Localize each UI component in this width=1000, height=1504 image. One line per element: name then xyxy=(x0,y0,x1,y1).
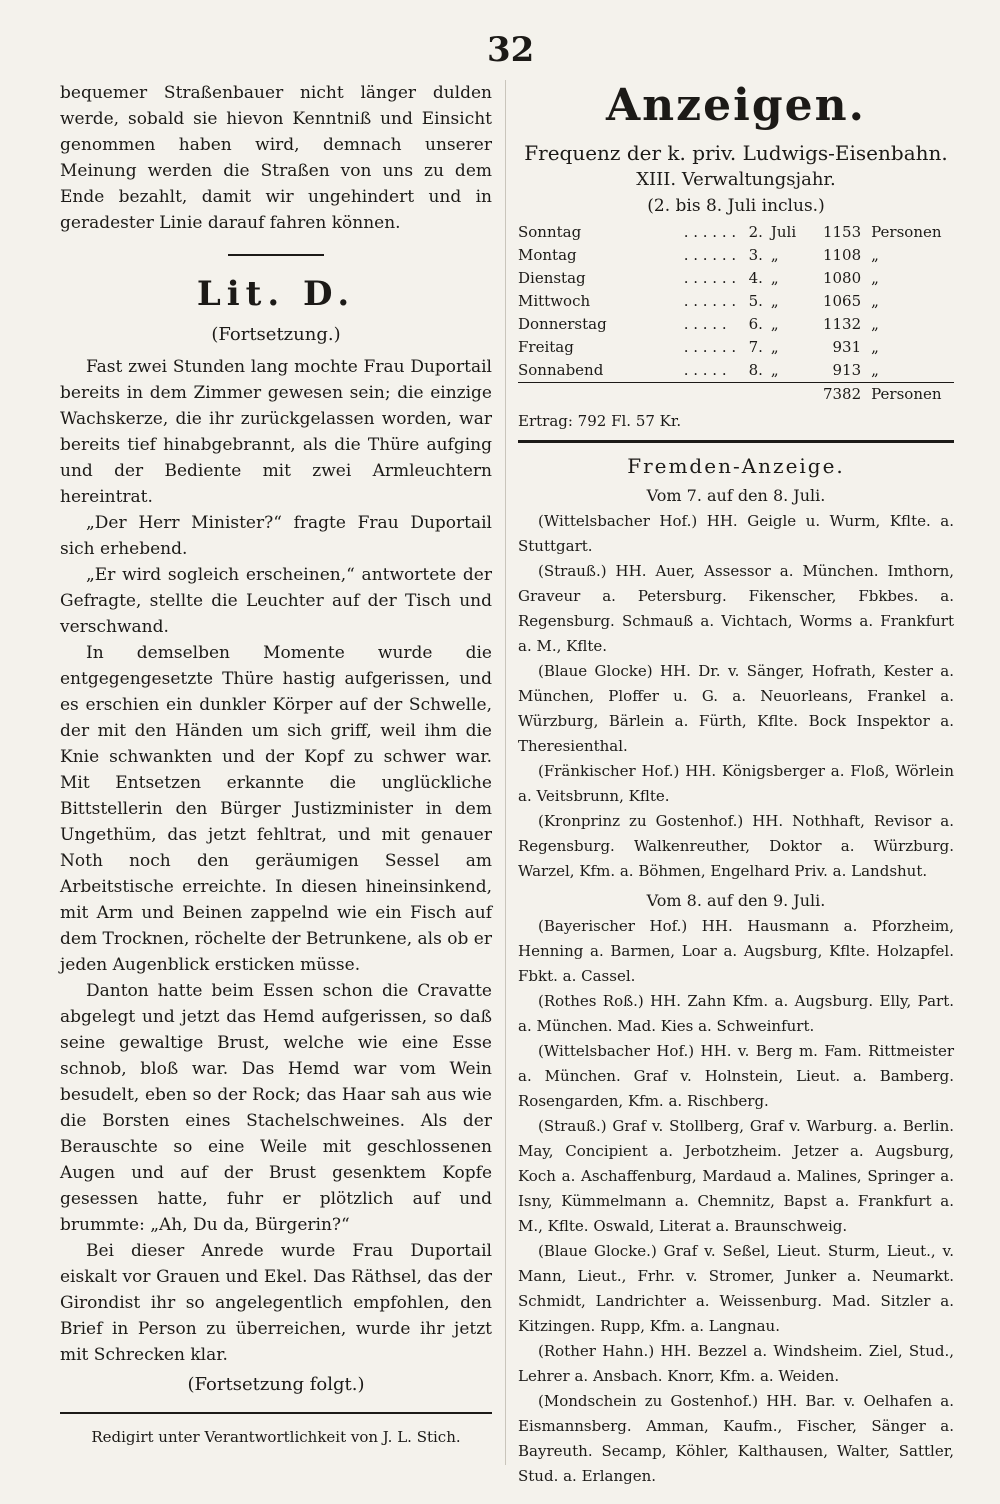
fremden-title: Fremden-Anzeige. xyxy=(627,454,845,478)
dots-cell: . . . . . . xyxy=(683,292,737,310)
unit-cell: Personen xyxy=(871,223,942,241)
day-cell: Mittwoch xyxy=(518,292,591,310)
table-row xyxy=(518,290,954,313)
day-cell: Donnerstag xyxy=(518,315,607,333)
table-row xyxy=(518,313,954,336)
opening-paragraph: bequemer Straßenbauer nicht länger dulden werde, sobald sie hievon Kenntniß und Einsicht genommen haben wird, demnach unserer Meinung werden die Straßen von uns zu dem Ende bezahlt, damit wir ungehindert und in geradester Linie darauf fahren können. xyxy=(60,83,492,233)
total-count: 7382 xyxy=(810,383,871,407)
section-rule xyxy=(228,254,324,256)
dots-cell: . . . . . xyxy=(683,315,727,333)
guest-entry: (Wittelsbacher Hof.) HH. v. Berg m. Fam. Rittmeister a. München. Graf v. Holnstein, Lieut. a. Bamberg. Rosengarden, Kfm. a. Rischberg. xyxy=(518,1042,954,1110)
dots-cell: . . . . . . xyxy=(683,269,737,287)
frequency-table xyxy=(518,221,954,406)
ads-rule xyxy=(518,440,954,443)
total-row xyxy=(518,383,954,407)
table-row xyxy=(518,221,954,244)
table-row xyxy=(518,267,954,290)
date-cell: 6. xyxy=(748,315,763,333)
guest-entry: (Rother Hahn.) HH. Bezzel a. Windsheim. Ziel, Stud., Lehrer a. Ansbach. Knorr, Kfm. a. Weiden. xyxy=(518,1342,954,1385)
count-cell: 1153 xyxy=(822,223,862,241)
total-spacer xyxy=(518,383,810,407)
unit-cell: „ xyxy=(871,338,879,356)
guest-entry: (Wittelsbacher Hof.) HH. Geigle u. Wurm, Kflte. a. Stuttgart. xyxy=(518,512,954,555)
left-column xyxy=(60,80,492,1450)
story-paragraph: In demselben Momente wurde die entgegengesetzte Thüre hastig aufgerissen, und es erschien ein dunkler Körper auf der Schwelle, der mit den Händen um sich griff, weil ihm die Knie schwankten und der Kopf zu schwer war. Mit Entsetzen erkannte die unglückliche Bittstellerin den Bürger Justizminister in dem Ungethüm, das jetzt fehltrat, und mit genauer Noth noch den geräumigen Sessel am Arbeitstische erreichte. In diesen hineinsinkend, mit Arm und Beinen zappelnd wie ein Fisch auf dem Trocknen, röchelte der Betrunkene, als ob er jeden Augenblick ersticken müsse. xyxy=(60,643,492,975)
guest-entry: (Bayerischer Hof.) HH. Hausmann a. Pforzheim, Henning a. Barmen, Loar a. Augsburg, Kflte. Holzapfel. Fbkt. a. Cassel. xyxy=(518,917,954,985)
frequency-subtitle: XIII. Verwaltungsjahr. xyxy=(636,169,836,190)
guest-entry: (Mondschein zu Gostenhof.) HH. Bar. v. Oelhafen a. Eismannsberg. Amman, Kaufm., Fischer, Sänger a. Bayreuth. Secamp, Köhler, Kalthausen, Walter, Sattler, Stud. a. Erlangen. xyxy=(518,1392,954,1485)
unit-cell: „ xyxy=(871,361,879,379)
date-cell: 7. xyxy=(748,338,763,356)
month-cell: „ xyxy=(770,315,779,333)
count-cell: 1065 xyxy=(822,292,862,310)
table-row xyxy=(518,336,954,359)
count-cell: 913 xyxy=(832,361,862,379)
unit-cell: „ xyxy=(871,269,879,287)
dots-cell: . . . . . xyxy=(683,361,727,379)
date-cell: 4. xyxy=(748,269,763,287)
month-cell: „ xyxy=(770,292,779,310)
day-cell: Montag xyxy=(518,246,577,264)
count-cell: 1080 xyxy=(822,269,862,287)
guest-entry: (Strauß.) Graf v. Stollberg, Graf v. Warburg. a. Berlin. May, Concipient a. Jerbotzheim. Jetzer a. Augsburg, Koch a. Aschaffenburg, Mardaud a. Malines, Springer a. Isny, Kümmelmann a. Chemnitz, Bapst a. Frankfurt a. M., Kflte. Oswald, Literat a. Braunschweig. xyxy=(518,1117,954,1235)
story-paragraph: Fast zwei Stunden lang mochte Frau Duportail bereits in dem Zimmer gewesen sein; die einzige Wachskerze, die ihr zurückgelassen worden, war bereits tief hinabgebrannt, als die Thüre aufging und der Bediente mit zwei Armleuchtern hereintrat. xyxy=(60,357,492,507)
ads-title: Anzeigen. xyxy=(606,80,866,131)
total-unit: Personen xyxy=(871,383,954,407)
unit-cell: „ xyxy=(871,292,879,310)
month-cell: „ xyxy=(770,361,779,379)
guest-entry: (Fränkischer Hof.) HH. Königsberger a. Floß, Wörlein a. Veitsbrunn, Kflte. xyxy=(518,762,954,805)
frequency-title: Frequenz der k. priv. Ludwigs-Eisenbahn. xyxy=(524,141,948,165)
count-cell: 931 xyxy=(832,338,862,356)
date-cell: 8. xyxy=(748,361,763,379)
story-paragraph: Bei dieser Anrede wurde Frau Duportail eiskalt vor Grauen und Ekel. Das Räthsel, das der Girondist ihr so angelegentlich empfohlen, den Brief in Person zu überreichen, wurde ihr jetzt mit Schrecken klar. xyxy=(60,1241,492,1365)
unit-cell: „ xyxy=(871,246,879,264)
date-cell: 2. xyxy=(748,223,763,241)
guest-entry: (Strauß.) HH. Auer, Assessor a. München. Imthorn, Graveur a. Petersburg. Fikenscher, Fbkbes. a. Regensburg. Schmauß a. Vichtach, Worms a. Frankfurt a. M., Kflte. xyxy=(518,562,954,655)
story-paragraph: Danton hatte beim Essen schon die Cravatte abgelegt und jetzt das Hemd aufgerissen, so daß seine gewaltige Brust, welche wie eine Esse schnob, bloß war. Das Hemd war vom Wein besudelt, eben so der Rock; das Haar sah aus wie die Borsten eines Stachelschweines. Als der Berauschte so eine Weile mit geschlossenen Augen und auf der Brust gesenktem Kopfe gesessen hatte, fuhr er plötzlich auf und brummte: „Ah, Du da, Bürgerin?“ xyxy=(60,981,492,1235)
column-divider xyxy=(505,80,506,1465)
table-row xyxy=(518,244,954,267)
continued-label: (Fortsetzung.) xyxy=(211,324,341,345)
guest-entry: (Blaue Glocke) HH. Dr. v. Sänger, Hofrath, Kester a. München, Ploffer u. G. a. Neuorleans, Frankel a. Würzburg, Bärlein a. Fürth, Kflte. Bock Inspektor a. Theresienthal. xyxy=(518,662,954,755)
section-title: Lit. D. xyxy=(196,274,356,314)
unit-cell: „ xyxy=(871,315,879,333)
guest-entry: (Kronprinz zu Gostenhof.) HH. Nothhaft, Revisor a. Regensburg. Walkenreuther, Doktor a. Würzburg. Warzel, Kfm. a. Böhmen, Engelhard Priv. a. Landshut. xyxy=(518,812,954,880)
editor-line: Redigirt unter Verantwortlichkeit von J. L. Stich. xyxy=(91,1428,461,1446)
day-cell: Dienstag xyxy=(518,269,586,287)
day-cell: Freitag xyxy=(518,338,574,356)
dots-cell: . . . . . . xyxy=(683,223,737,241)
guest-entry: (Blaue Glocke.) Graf v. Seßel, Lieut. Sturm, Lieut., v. Mann, Lieut., Frhr. v. Stromer, Junker a. Neumarkt. Schmidt, Landrichter a. Weissenburg. Mad. Sitzler a. Kitzingen. Rupp, Kfm. a. Langnau. xyxy=(518,1242,954,1335)
count-cell: 1108 xyxy=(822,246,862,264)
month-cell: „ xyxy=(770,269,779,287)
right-column xyxy=(518,80,954,1489)
count-cell: 1132 xyxy=(822,315,862,333)
frequency-range: (2. bis 8. Juli inclus.) xyxy=(647,196,825,216)
revenue-line: Ertrag: 792 Fl. 57 Kr. xyxy=(518,412,682,430)
date-heading: Vom 7. auf den 8. Juli. xyxy=(646,486,826,505)
story-paragraph: „Der Herr Minister?“ fragte Frau Duportail sich erhebend. xyxy=(60,513,492,559)
table-row xyxy=(518,359,954,383)
month-cell: „ xyxy=(770,246,779,264)
date-heading: Vom 8. auf den 9. Juli. xyxy=(646,891,826,910)
to-be-continued: (Fortsetzung folgt.) xyxy=(187,1374,365,1395)
date-cell: 3. xyxy=(748,246,763,264)
day-cell: Sonntag xyxy=(518,223,582,241)
footer-rule xyxy=(60,1412,492,1414)
date-cell: 5. xyxy=(748,292,763,310)
story-paragraph: „Er wird sogleich erscheinen,“ antwortete der Gefragte, stellte die Leuchter auf der Tisch und verschwand. xyxy=(60,565,492,637)
page-number: 32 xyxy=(487,30,535,70)
month-cell: „ xyxy=(770,338,779,356)
day-cell: Sonnabend xyxy=(518,361,604,379)
guest-entry: (Rothes Roß.) HH. Zahn Kfm. a. Augsburg. Elly, Part. a. München. Mad. Kies a. Schweinfurt. xyxy=(518,992,954,1035)
month-cell: Juli xyxy=(770,223,797,241)
dots-cell: . . . . . . xyxy=(683,338,737,356)
dots-cell: . . . . . . xyxy=(683,246,737,264)
